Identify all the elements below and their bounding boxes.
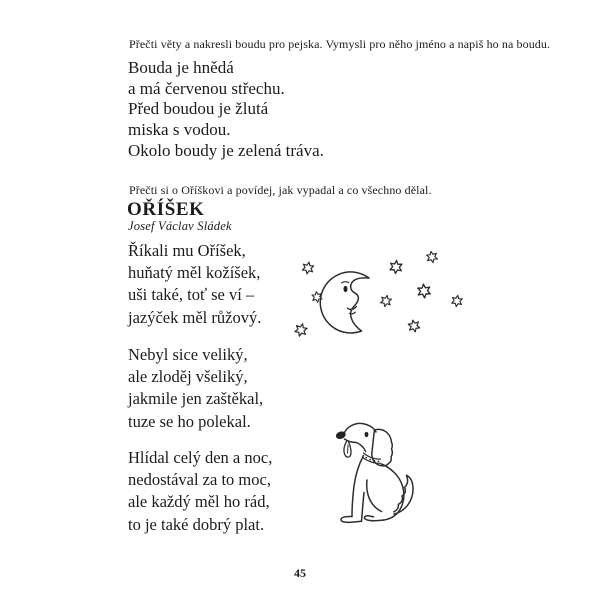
- poem-author: Josef Václav Sládek: [128, 219, 232, 233]
- star-icon: [294, 251, 463, 338]
- poem-line: huňatý měl kožíšek,: [128, 263, 261, 283]
- crescent-moon-icon: [320, 272, 369, 333]
- instruction-draw-doghouse: Přečti věty a nakresli boudu pro pejska. Vymysli pro něho jméno a napiš ho na boudu.: [129, 37, 551, 51]
- poem-line: Hlídal celý den a noc,: [128, 448, 273, 467]
- poem-line: jakmile jen zaštěkal,: [128, 389, 264, 409]
- sitting-dog-icon: [335, 423, 413, 522]
- poem-line: ale zloděj všeliký,: [128, 367, 248, 387]
- poem-stanza: [128, 344, 263, 433]
- doghouse-description: [128, 58, 324, 162]
- page-number: 45: [294, 566, 306, 580]
- poem-line: uši také, toť se ví –: [128, 285, 255, 305]
- dog-illustration: [332, 419, 426, 531]
- poem-line: tuze se ho polekal.: [128, 411, 251, 431]
- poem-line: Nebyl sice veliký,: [128, 345, 248, 364]
- poem-line: jazýček měl růžový.: [128, 307, 262, 327]
- description-line: Okolo boudy je zelená tráva.: [128, 140, 324, 160]
- description-line: Bouda je hnědá: [128, 58, 234, 77]
- poem-line: ale každý měl ho rád,: [128, 492, 270, 512]
- description-line: a má červenou střechu.: [128, 78, 285, 98]
- poem-title: OŘÍŠEK: [127, 199, 205, 220]
- moon-stars-illustration: [289, 249, 475, 341]
- poem-stanza: [128, 240, 261, 329]
- poem-stanza: [128, 447, 272, 536]
- poem-line: Říkali mu Oříšek,: [128, 241, 246, 260]
- description-line: miska s vodou.: [128, 120, 231, 140]
- poem-line: to je také dobrý plat.: [128, 514, 265, 534]
- description-line: Před boudou je žlutá: [128, 99, 269, 119]
- instruction-read-poem: Přečti si o Oříškovi a povídej, jak vypadal a co všechno dělal.: [129, 183, 432, 197]
- poem-line: nedostával za to moc,: [128, 470, 271, 490]
